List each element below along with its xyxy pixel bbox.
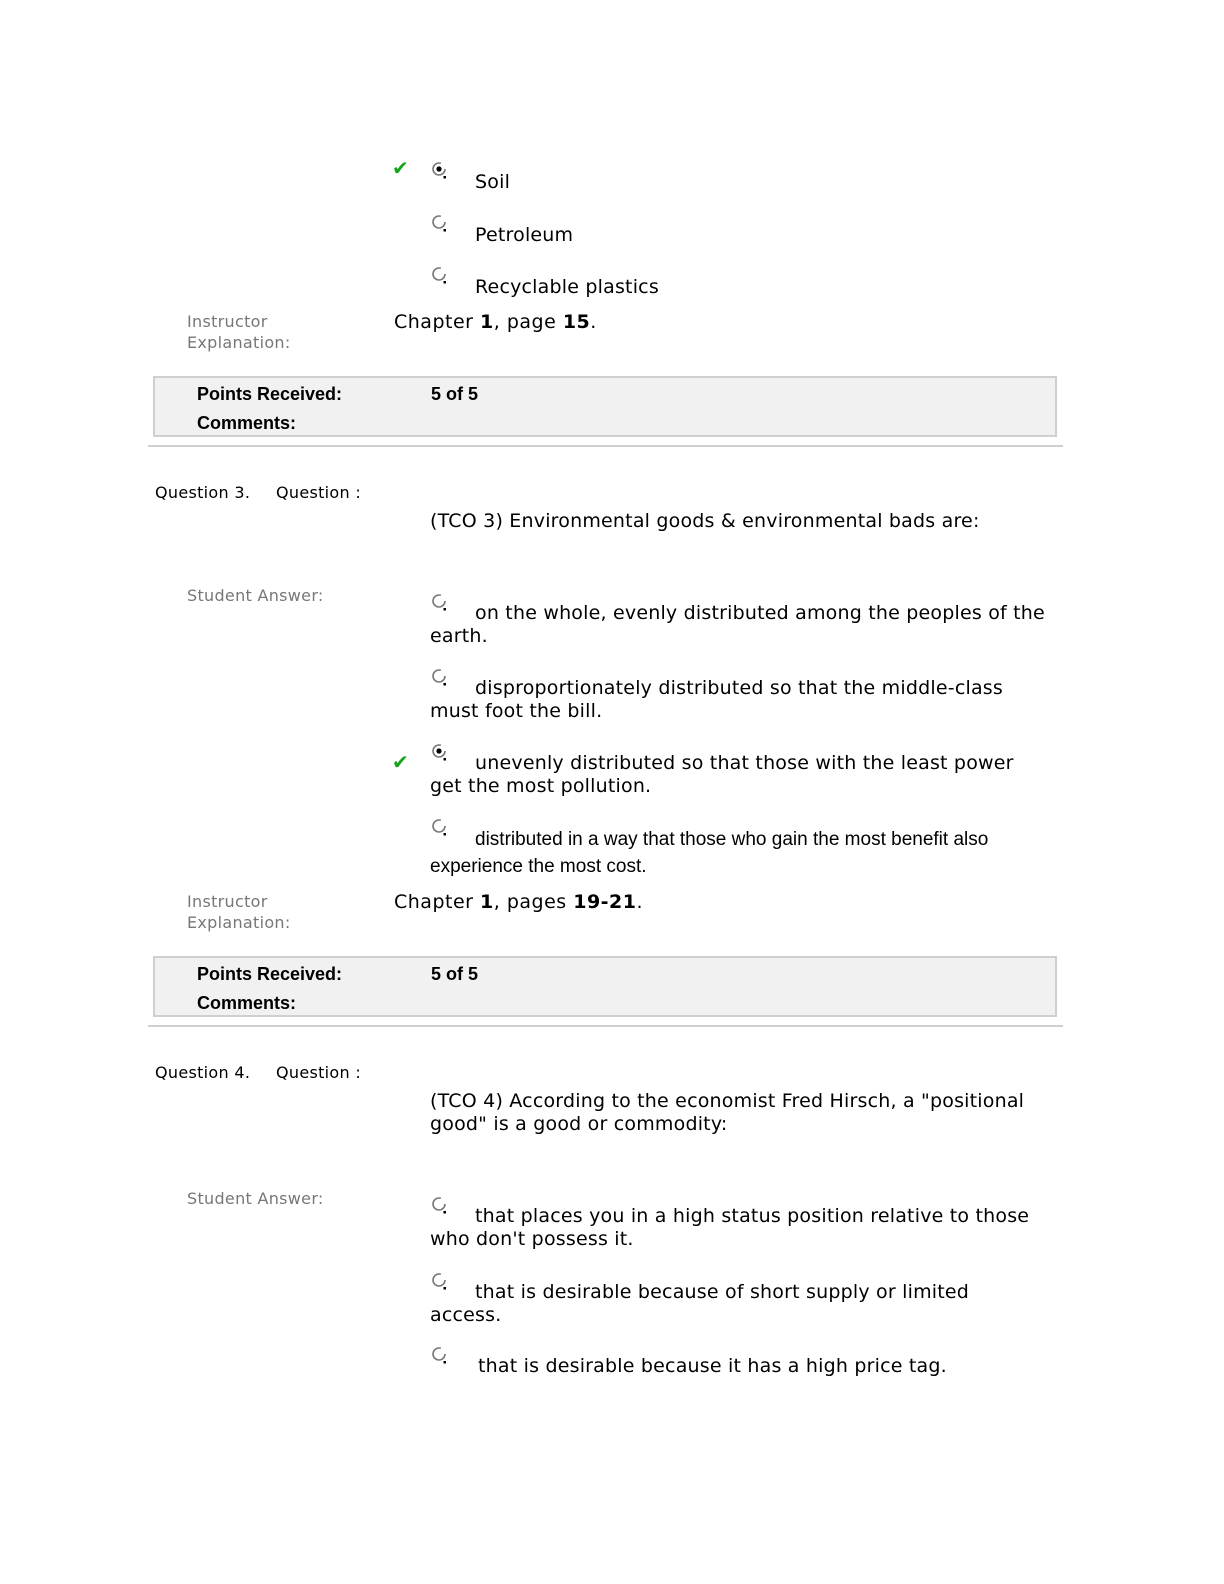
points-received-value: 5 of 5 <box>431 384 479 404</box>
instructor-explanation: Chapter 1, page 15. <box>394 311 597 333</box>
comments-label: Comments: <box>197 993 297 1013</box>
points-box <box>153 956 1057 1017</box>
instructor-explanation: Chapter 1, pages 19-21. <box>394 891 644 913</box>
question-text: (TCO 3) Environmental goods & environmental bads are: <box>430 510 980 532</box>
answer-option: Recyclable plastics <box>475 276 659 298</box>
answer-option: that is desirable because of short supply or limited access. <box>430 1281 970 1326</box>
answer-option: distributed in a way that those who gain the most benefit also experience the most cost. <box>430 829 989 877</box>
answer-option: Petroleum <box>475 224 574 246</box>
answer-option: that places you in a high status position relative to those who don't possess it. <box>430 1205 1030 1250</box>
radio-icon[interactable] <box>431 265 449 285</box>
comments-label: Comments: <box>197 413 297 433</box>
points-received-label: Points Received: <box>197 384 343 404</box>
answer-option: on the whole, evenly distributed among the peoples of the earth. <box>430 602 1045 647</box>
instructor-explanation-label: Instructor Explanation: <box>187 892 291 932</box>
divider <box>148 445 1063 447</box>
question-text: (TCO 4) According to the economist Fred Hirsch, a "positional good" is a good or commodity: <box>430 1090 1025 1135</box>
points-box <box>153 376 1057 437</box>
student-answer-label: Student Answer: <box>187 1189 324 1208</box>
question-number: Question 3. <box>155 483 251 502</box>
instructor-explanation-label: Instructor Explanation: <box>187 312 291 352</box>
question-label: Question : <box>276 483 362 502</box>
answer-option: that is desirable because it has a high price tag. <box>478 1355 947 1377</box>
student-answer-label: Student Answer: <box>187 586 324 605</box>
correct-check-icon: ✔ <box>392 156 409 180</box>
question-label: Question : <box>276 1063 362 1082</box>
answer-option: unevenly distributed so that those with the least power get the most pollution. <box>430 752 1014 797</box>
radio-selected-icon[interactable] <box>431 160 449 180</box>
divider <box>148 1025 1063 1027</box>
answer-option: disproportionately distributed so that the middle-class must foot the bill. <box>430 677 1003 722</box>
question-number: Question 4. <box>155 1063 251 1082</box>
points-received-value: 5 of 5 <box>431 964 479 984</box>
correct-check-icon: ✔ <box>392 750 409 774</box>
radio-icon[interactable] <box>431 213 449 233</box>
answer-option: Soil <box>475 171 511 193</box>
points-received-label: Points Received: <box>197 964 343 984</box>
